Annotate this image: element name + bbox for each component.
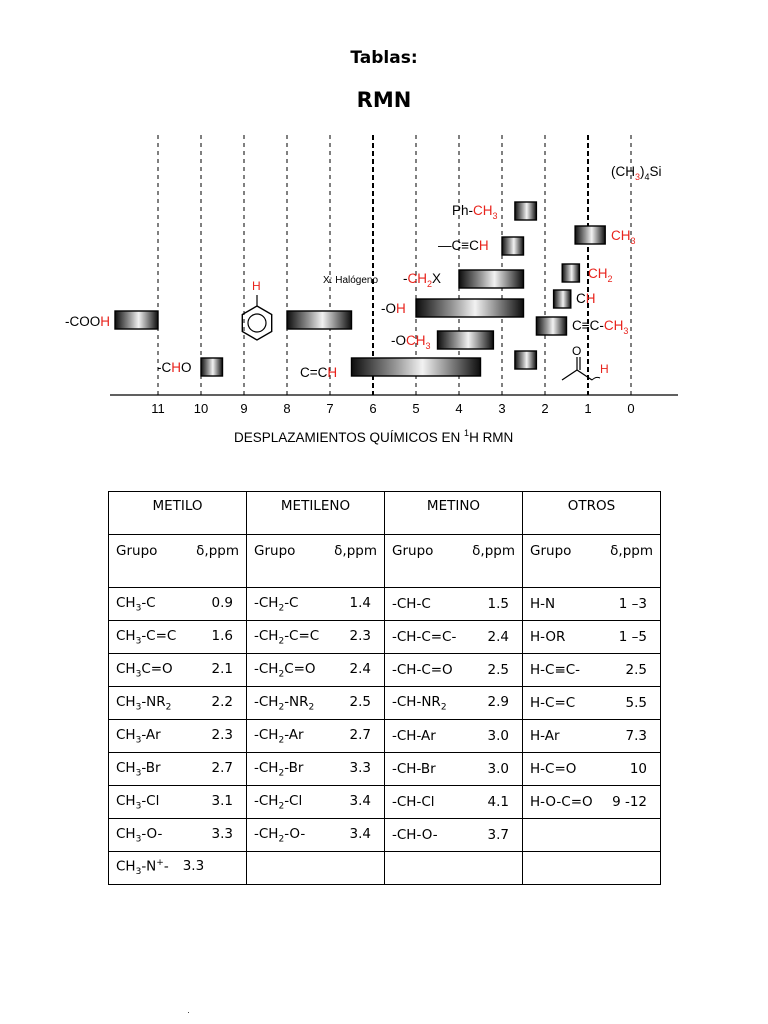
table-row — [109, 720, 661, 753]
ketone-bar — [515, 351, 537, 369]
alkene-bar — [352, 358, 481, 376]
ch3-bar — [575, 226, 605, 244]
table-cell — [523, 753, 661, 786]
shift-value: 1 –5 — [618, 629, 647, 645]
phch3-bar — [515, 202, 537, 220]
table-cell — [247, 588, 385, 621]
table-row — [109, 753, 661, 786]
table-cell — [109, 621, 247, 654]
table-cell — [385, 588, 523, 621]
shift-value: 9 -12 — [612, 794, 647, 810]
shift-value: 3.1 — [211, 792, 233, 809]
group-formula: $-CH_2-O-$ — [254, 825, 306, 845]
col-header-metino: METINO — [385, 492, 523, 535]
shift-value: 1.5 — [487, 596, 509, 612]
alkene-h-label: C=CH — [300, 365, 338, 380]
table-cell — [247, 621, 385, 654]
table-cell — [109, 720, 247, 753]
shift-value: 5.5 — [625, 695, 647, 711]
shift-value: 2.7 — [349, 726, 371, 743]
shift-bars — [115, 202, 605, 376]
group-formula: $CH_3-O-$ — [116, 825, 163, 845]
group-formula: -CH-C=O — [392, 662, 453, 678]
group-formula: H-C≡C- — [530, 662, 581, 678]
table-row — [109, 852, 661, 885]
delta-label: δ,ppm — [334, 543, 377, 559]
shift-value: 2.3 — [211, 726, 233, 743]
shift-value: 2.5 — [349, 693, 371, 710]
ch3-label: $CH_3$ — [611, 228, 636, 246]
table-row — [109, 588, 661, 621]
table-cell — [109, 588, 247, 621]
col-header-otros: OTROS — [523, 492, 661, 535]
tick-label: 8 — [283, 401, 291, 416]
grupo-label: Grupo — [254, 543, 296, 559]
table-cell — [109, 786, 247, 819]
shift-value: 10 — [629, 761, 647, 777]
shift-value: 3.0 — [487, 761, 509, 777]
shift-value: 3.3 — [349, 759, 371, 776]
halogeno-label: X: Halógeno — [323, 275, 379, 286]
table-row — [109, 687, 661, 720]
shift-value: 4.1 — [487, 794, 509, 810]
ch2x-label: $-CH_2X$ — [403, 271, 442, 289]
col-header-metileno: METILENO — [247, 492, 385, 535]
cho-bar — [201, 358, 223, 376]
tick-label: 9 — [240, 401, 248, 416]
group-formula: -CH-O- — [392, 827, 438, 843]
stray-dot — [188, 1012, 189, 1013]
table-cell — [385, 654, 523, 687]
table-cell — [523, 786, 661, 819]
table-cell — [523, 654, 661, 687]
group-formula: H-O-C=O — [530, 794, 593, 810]
table-cell — [247, 786, 385, 819]
shift-value: 2.5 — [487, 662, 509, 678]
group-formula: -CH-C — [392, 596, 431, 612]
table-row — [109, 819, 661, 852]
table-cell — [109, 852, 247, 885]
table-cell — [247, 720, 385, 753]
group-formula: $-CH-NR_2$ — [392, 693, 447, 713]
group-formula: $-CH_2-C$ — [254, 594, 299, 614]
table-cell — [523, 621, 661, 654]
oh-bar — [416, 299, 524, 317]
table-cell — [109, 687, 247, 720]
nmr-shift-chart — [0, 120, 768, 450]
aromatic-bar — [287, 311, 352, 329]
table-cell — [523, 819, 661, 852]
shift-value: 2.9 — [487, 693, 509, 710]
shift-value: 2.1 — [211, 660, 233, 677]
group-formula: H-N — [530, 596, 556, 612]
x-axis-label: DESPLAZAMIENTOS QUÍMICOS EN $^1$H RMN — [234, 428, 514, 445]
ketone-sketch-icon — [562, 357, 600, 380]
shift-value: 2.3 — [349, 627, 371, 644]
group-formula: -CH-Cl — [392, 794, 435, 810]
group-formula: H-Ar — [530, 728, 560, 744]
group-formula: $CH_3-C$ — [116, 594, 156, 614]
shift-value: 7.3 — [625, 728, 647, 744]
group-formula: $-CH_2-Ar$ — [254, 726, 304, 746]
shift-value: 1 –3 — [618, 596, 647, 612]
table-cell — [109, 819, 247, 852]
tick-label: 7 — [326, 401, 334, 416]
ch2-bar — [562, 264, 579, 282]
shift-value: 0.9 — [211, 594, 233, 611]
shift-value: 2.5 — [625, 662, 647, 678]
shift-value: 1.6 — [211, 627, 233, 644]
ch2x-bar — [459, 270, 524, 288]
cooh-bar — [115, 311, 158, 329]
shift-value: 3.4 — [349, 792, 371, 809]
group-formula: $CH_3-NR_2$ — [116, 693, 172, 713]
cooh-label: -COOH — [65, 314, 110, 329]
table-row — [109, 654, 661, 687]
page-title: Tablas: — [350, 48, 418, 68]
grupo-label: Grupo — [392, 543, 434, 559]
tick-label: 11 — [151, 401, 165, 416]
tick-label: 0 — [627, 401, 635, 416]
group-formula: $-CH_2-Br$ — [254, 759, 304, 779]
nmr-shift-table — [108, 491, 661, 885]
alkyne-h-label: —C≡CH — [438, 238, 489, 253]
tick-label: 3 — [498, 401, 506, 416]
tick-label: 1 — [584, 401, 592, 416]
group-formula: -CH-Br — [392, 761, 436, 777]
group-formula: $CH_3-N^+-$ — [116, 858, 169, 878]
tick-label: 10 — [193, 401, 209, 416]
shift-value: 3.3 — [182, 858, 205, 875]
grupo-label: Grupo — [530, 543, 572, 559]
table-cell — [523, 588, 661, 621]
table-cell — [385, 819, 523, 852]
table-row — [109, 786, 661, 819]
ch2-label: $CH_2$ — [588, 266, 613, 284]
shift-value: 3.7 — [487, 827, 509, 843]
table-cell — [523, 852, 661, 885]
group-formula: $-CH_2-NR_2$ — [254, 693, 315, 713]
tick-labels — [151, 401, 634, 416]
table-cell — [247, 819, 385, 852]
ketone-h-label: H — [600, 362, 609, 376]
grupo-label: Grupo — [116, 543, 158, 559]
table-cell — [247, 654, 385, 687]
group-formula: $CH_3-C=C$ — [116, 627, 177, 647]
group-formula: $-CH_2-C=C$ — [254, 627, 320, 647]
group-formula: $CH_3C=O$ — [116, 660, 173, 680]
tms-label: $(CH_3)_4Si$ — [611, 164, 662, 182]
shift-value: 3.4 — [349, 825, 371, 842]
table-cell — [247, 852, 385, 885]
table-cell — [385, 852, 523, 885]
tick-label: 6 — [369, 401, 377, 416]
benzene-h-label: H — [252, 279, 261, 293]
group-formula: $CH_3-Cl$ — [116, 792, 160, 812]
table-cell — [247, 687, 385, 720]
tick-label: 4 — [455, 401, 463, 416]
alkyne-bar — [502, 237, 524, 255]
shift-value: 2.2 — [211, 693, 233, 710]
group-formula: $-CH_2-Cl$ — [254, 792, 303, 812]
cc-ch3-bar — [536, 317, 566, 335]
ph-ch3-label: $Ph-CH_3$ — [452, 203, 498, 221]
benzene-ring-icon — [242, 295, 271, 340]
group-formula: H-C=C — [530, 695, 576, 711]
group-formula: H-C=O — [530, 761, 577, 777]
shift-value: 3.0 — [487, 728, 509, 744]
delta-label: δ,ppm — [196, 543, 239, 559]
cho-label: -CHO — [157, 360, 192, 375]
col-header-metilo: METILO — [109, 492, 247, 535]
table-cell — [523, 687, 661, 720]
delta-label: δ,ppm — [472, 543, 515, 559]
group-formula: -CH-C=C- — [392, 629, 457, 645]
shift-value: 2.4 — [349, 660, 371, 677]
shift-value: 1.4 — [349, 594, 371, 611]
tick-label: 5 — [412, 401, 420, 416]
table-cell — [385, 687, 523, 720]
shift-value: 3.3 — [211, 825, 233, 842]
oh-label: -OH — [381, 301, 406, 316]
table-subheader-row — [109, 535, 661, 588]
table-cell — [385, 753, 523, 786]
page-subtitle: RMN — [356, 88, 412, 112]
table-cell — [247, 753, 385, 786]
group-formula: $CH_3-Ar$ — [116, 726, 161, 746]
delta-label: δ,ppm — [610, 543, 653, 559]
shift-value: 2.4 — [487, 629, 509, 645]
group-formula: H-OR — [530, 629, 566, 645]
tick-label: 2 — [541, 401, 549, 416]
ch-label: CH — [576, 291, 596, 306]
table-cell — [385, 720, 523, 753]
shift-value: 2.7 — [211, 759, 233, 776]
cc-ch3-label: $C\equiv C-CH_3$ — [572, 318, 629, 336]
table-cell — [109, 654, 247, 687]
table-cell — [523, 720, 661, 753]
och3-bar — [438, 331, 494, 349]
group-formula: -CH-Ar — [392, 728, 436, 744]
table-row — [109, 621, 661, 654]
group-formula: $CH_3-Br$ — [116, 759, 161, 779]
table-cell — [385, 786, 523, 819]
gridlines — [158, 135, 631, 395]
ch-bar — [554, 290, 571, 308]
table-cell — [385, 621, 523, 654]
table-cell — [109, 753, 247, 786]
group-formula: $-CH_2C=O$ — [254, 660, 316, 680]
ketone-o-label: O — [572, 344, 582, 358]
och3-label: $-OCH_3$ — [391, 333, 431, 351]
table-header-row — [109, 492, 661, 535]
